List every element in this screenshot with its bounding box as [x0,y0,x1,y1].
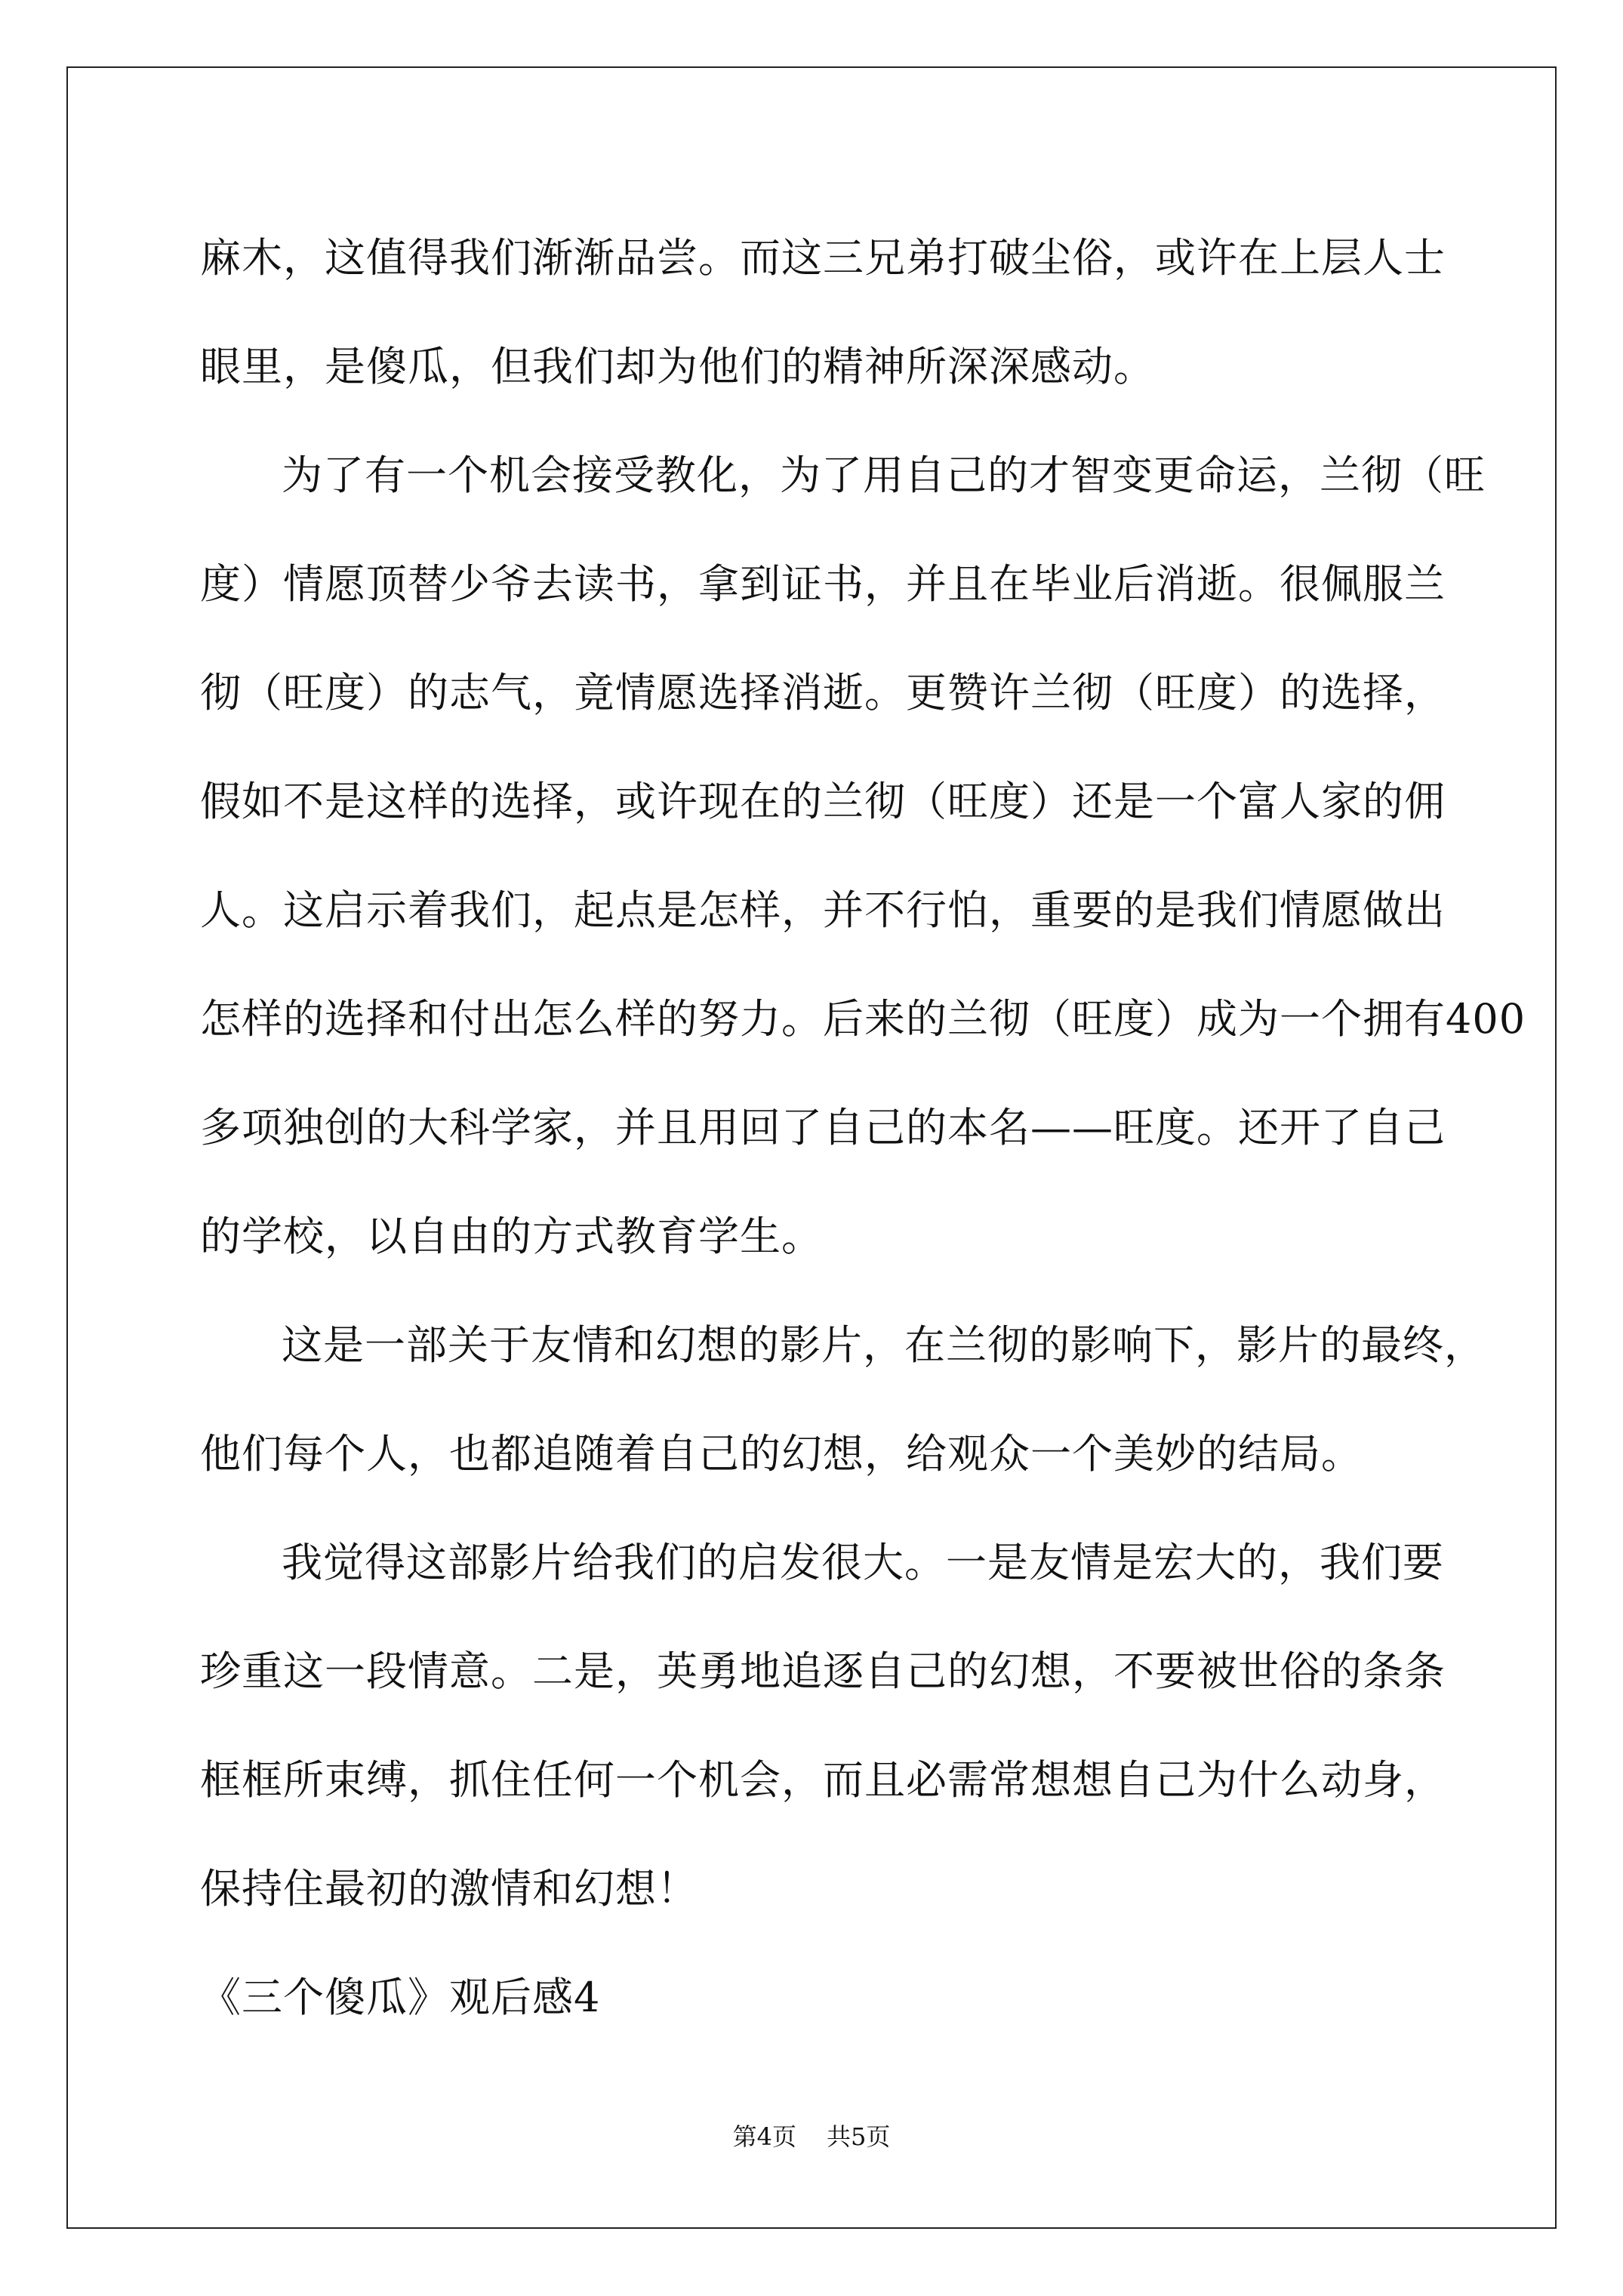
page-footer [0,2122,1623,2152]
text-line: 麻木，这值得我们渐渐品尝。而这三兄弟打破尘俗，或许在上层人士 [200,234,1446,282]
text-line: 框框所束缚，抓住任何一个机会，而且必需常想想自己为什么动身， [200,1756,1446,1804]
text-line: 为了有一个机会接受教化，为了用自己的才智变更命运，兰彻（旺 [282,451,1486,499]
page-number: 第4页 [732,2122,796,2151]
document-body [200,204,1526,2052]
text-line: 度）情愿顶替少爷去读书，拿到证书，并且在毕业后消逝。很佩服兰 [200,560,1446,608]
text-line: 我觉得这部影片给我们的启发很大。一是友情是宏大的，我们要 [282,1539,1444,1586]
text-line: 他们每个人，也都追随着自己的幻想，给观众一个美妙的结局。 [200,1430,1363,1478]
text-line: 人。这启示着我们，起点是怎样，并不行怕，重要的是我们情愿做出 [200,886,1446,934]
text-line: 的学校，以自由的方式教育学生。 [200,1213,823,1260]
text-line: 彻（旺度）的志气，竟情愿选择消逝。更赞许兰彻（旺度）的选择， [200,669,1446,717]
page-total: 共5页 [827,2122,891,2151]
text-line: 这是一部关于友情和幻想的影片，在兰彻的影响下，影片的最终， [282,1321,1486,1369]
text-line: 珍重这一段情意。二是，英勇地追逐自己的幻想，不要被世俗的条条 [200,1647,1446,1695]
text-line: 眼里，是傻瓜，但我们却为他们的精神所深深感动。 [200,343,1155,390]
text-line: 怎样的选择和付出怎么样的努力。后来的兰彻（旺度）成为一个拥有400 [200,995,1526,1043]
text-line: 保持住最初的激情和幻想！ [200,1865,698,1912]
section-heading: 《三个傻瓜》观后感4 [200,1974,601,2021]
text-line: 假如不是这样的选择，或许现在的兰彻（旺度）还是一个富人家的佣 [200,778,1446,825]
text-line: 多项独创的大科学家，并且用回了自己的本名——旺度。还开了自己 [200,1104,1446,1151]
